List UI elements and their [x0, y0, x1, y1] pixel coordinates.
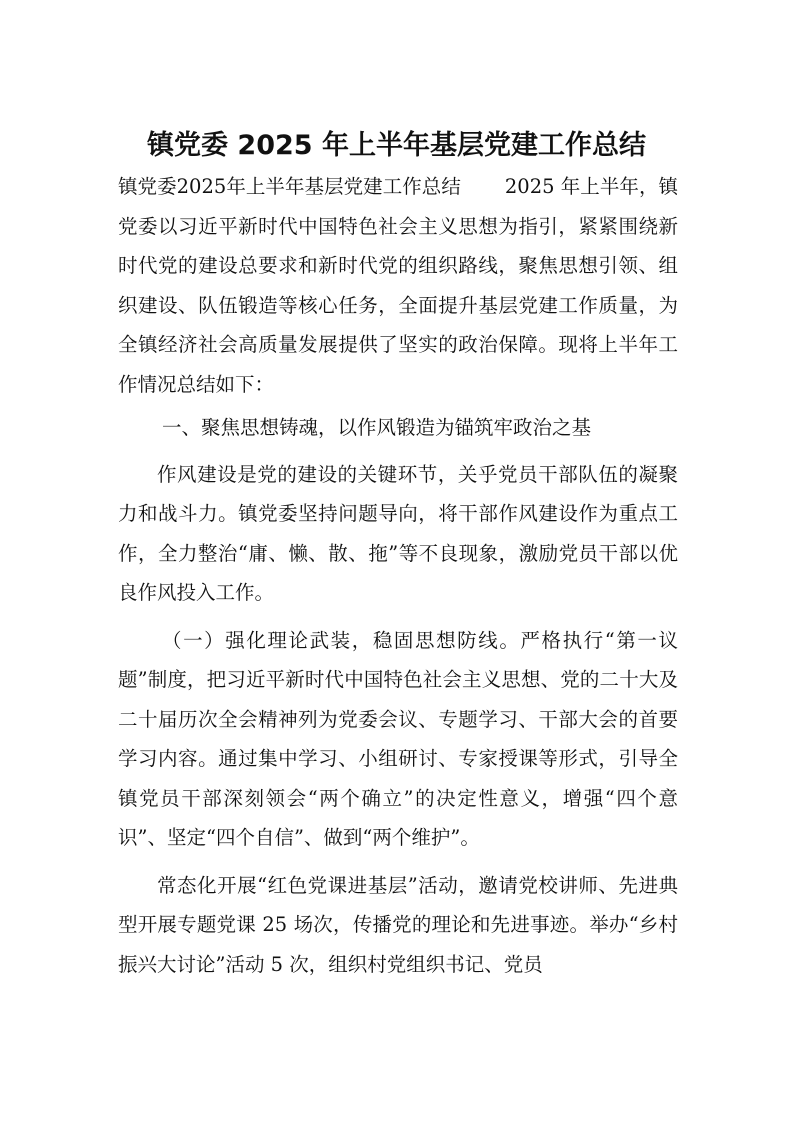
- section1-subsection-1: （一）强化理论武装，稳固思想防线。严格执行“第一议题”制度，把习近平新时代中国特色社会主义思想、党的二十大及二十届历次全会精神列为党委会议、专题学习、干部大会的首要学习内容。通过集中学习、小组研讨、专家授课等形式，引导全镇党员干部深刻领会“两个确立”的决定性意义，增强“四个意识”、坚定“四个自信”、做到“两个维护”。: [118, 628, 678, 849]
- document-title: 镇党委 2025 年上半年基层党建工作总结: [147, 130, 646, 161]
- section1-paragraph-2: 常态化开展“红色党课进基层”活动，邀请党校讲师、先进典型开展专题党课 25 场次，传播党的理论和先进事迹。举办“乡村振兴大讨论”活动 5 次，组织村党组织书记、党员: [118, 873, 678, 976]
- intro-lead: 镇党委2025年上半年基层党建工作总结: [118, 175, 461, 198]
- intro-rest: 2025 年上半年，镇党委以习近平新时代中国特色社会主义思想为指引，紧紧围绕新时代党的建设总要求和新时代党的组织路线，聚焦思想引领、组织建设、队伍锻造等核心任务，全面提升基层党建工作质量，为全镇经济社会高质量发展提供了坚实的政治保障。现将上半年工作情况总结如下：: [118, 175, 678, 396]
- section1-paragraph-1: 作风建设是党的建设的关键环节，关乎党员干部队伍的凝聚力和战斗力。镇党委坚持问题导向，将干部作风建设作为重点工作，全力整治“庸、懒、散、拖”等不良现象，激励党员干部以优良作风投入工作。: [118, 462, 678, 604]
- document-body: [118, 167, 678, 984]
- section1-heading: 一、聚焦思想铸魂，以作风锻造为锚筑牢政治之基: [162, 416, 592, 439]
- intro-paragraph: [118, 167, 678, 404]
